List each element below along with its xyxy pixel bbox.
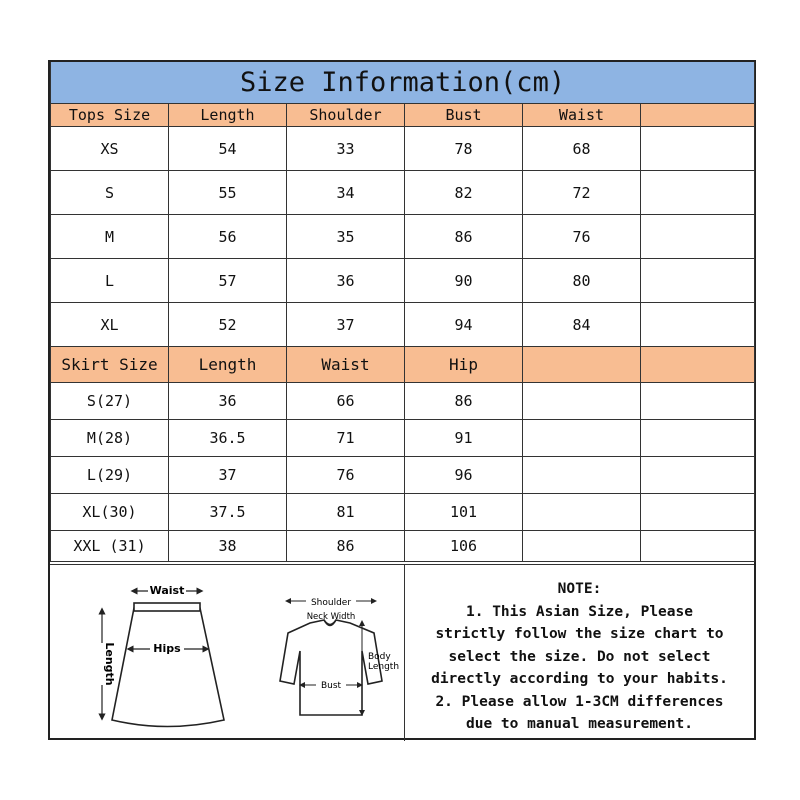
empty-cell <box>523 383 641 420</box>
table-cell: 86 <box>287 531 405 562</box>
empty-cell <box>641 171 755 215</box>
tops-header-row <box>51 104 755 127</box>
empty-cell <box>523 420 641 457</box>
table-row <box>51 259 755 303</box>
skirt-header-row <box>51 347 755 383</box>
table-cell: 71 <box>287 420 405 457</box>
table-cell: L(29) <box>51 457 169 494</box>
table-row <box>51 531 755 562</box>
table-cell: XXL (31) <box>51 531 169 562</box>
table-cell: S <box>51 171 169 215</box>
table-cell: 52 <box>169 303 287 347</box>
table-cell: 76 <box>287 457 405 494</box>
chart-title: Size Information(cm) <box>51 62 755 104</box>
table-cell: 90 <box>405 259 523 303</box>
skirt-header-length: Length <box>169 347 287 383</box>
note-line: select the size. Do not select <box>448 648 711 665</box>
skirt-header-empty <box>523 347 641 383</box>
measurement-diagram <box>50 565 405 741</box>
bottom-section <box>50 564 754 741</box>
empty-cell <box>641 420 755 457</box>
table-row <box>51 127 755 171</box>
table-cell: 57 <box>169 259 287 303</box>
table-cell: 81 <box>287 494 405 531</box>
skirt-waist-label: Waist <box>149 584 185 597</box>
empty-cell <box>641 259 755 303</box>
top-length-label: Length <box>368 662 400 672</box>
table-cell: 34 <box>287 171 405 215</box>
table-row <box>51 215 755 259</box>
table-cell: 86 <box>405 215 523 259</box>
top-neck-label: Neck Width <box>306 612 356 622</box>
table-cell: 36 <box>169 383 287 420</box>
table-cell: 37.5 <box>169 494 287 531</box>
tops-header-waist: Waist <box>523 104 641 127</box>
table-cell: 35 <box>287 215 405 259</box>
table-cell: 68 <box>523 127 641 171</box>
table-cell: 84 <box>523 303 641 347</box>
skirt-length-label: Length <box>103 642 116 686</box>
tops-header-size: Tops Size <box>51 104 169 127</box>
table-cell: 78 <box>405 127 523 171</box>
empty-cell <box>641 531 755 562</box>
table-cell: 94 <box>405 303 523 347</box>
tops-header-length: Length <box>169 104 287 127</box>
note-heading: NOTE: <box>557 581 602 597</box>
tops-header-shoulder: Shoulder <box>287 104 405 127</box>
table-cell: 91 <box>405 420 523 457</box>
table-cell: XS <box>51 127 169 171</box>
table-cell: 37 <box>287 303 405 347</box>
note-section <box>405 565 754 741</box>
size-table <box>50 62 755 562</box>
table-cell: 86 <box>405 383 523 420</box>
table-cell: M <box>51 215 169 259</box>
table-row <box>51 420 755 457</box>
tops-header-bust: Bust <box>405 104 523 127</box>
note-line: directly according to your habits. <box>431 671 728 687</box>
note-line: 2. Please allow 1-3CM differences <box>435 693 724 710</box>
skirt-icon <box>112 603 224 727</box>
skirt-header-waist: Waist <box>287 347 405 383</box>
top-body-label: Body <box>368 652 391 662</box>
note-line: strictly follow the size chart to <box>435 626 724 642</box>
table-cell: 106 <box>405 531 523 562</box>
table-cell: 66 <box>287 383 405 420</box>
table-cell: 38 <box>169 531 287 562</box>
table-row <box>51 457 755 494</box>
empty-cell <box>641 383 755 420</box>
table-row <box>51 383 755 420</box>
table-cell: 36.5 <box>169 420 287 457</box>
empty-cell <box>641 215 755 259</box>
top-shoulder-label: Shoulder <box>310 598 352 608</box>
table-cell: 54 <box>169 127 287 171</box>
table-cell: XL(30) <box>51 494 169 531</box>
diagram-illustration <box>50 565 404 741</box>
table-cell: 36 <box>287 259 405 303</box>
empty-cell <box>523 457 641 494</box>
empty-cell <box>641 457 755 494</box>
skirt-header-size: Skirt Size <box>51 347 169 383</box>
empty-cell <box>641 303 755 347</box>
skirt-header-hip: Hip <box>405 347 523 383</box>
table-cell: 37 <box>169 457 287 494</box>
top-bust-label: Bust <box>320 681 342 691</box>
note-line: due to manual measurement. <box>466 716 693 732</box>
empty-cell <box>641 494 755 531</box>
skirt-hips-label: Hips <box>153 642 181 655</box>
table-cell: 80 <box>523 259 641 303</box>
table-cell: 101 <box>405 494 523 531</box>
tshirt-icon <box>280 620 382 715</box>
table-cell: 82 <box>405 171 523 215</box>
table-cell: 33 <box>287 127 405 171</box>
tops-header-empty <box>641 104 755 127</box>
table-cell: XL <box>51 303 169 347</box>
empty-cell <box>523 494 641 531</box>
table-cell: 72 <box>523 171 641 215</box>
table-cell: 55 <box>169 171 287 215</box>
skirt-header-empty <box>641 347 755 383</box>
table-row <box>51 303 755 347</box>
table-row <box>51 171 755 215</box>
table-cell: 96 <box>405 457 523 494</box>
table-cell: L <box>51 259 169 303</box>
empty-cell <box>523 531 641 562</box>
table-cell: S(27) <box>51 383 169 420</box>
note-line: 1. This Asian Size, Please <box>466 603 693 620</box>
table-cell: M(28) <box>51 420 169 457</box>
empty-cell <box>641 127 755 171</box>
table-cell: 56 <box>169 215 287 259</box>
table-row <box>51 494 755 531</box>
size-chart <box>48 60 756 740</box>
table-cell: 76 <box>523 215 641 259</box>
